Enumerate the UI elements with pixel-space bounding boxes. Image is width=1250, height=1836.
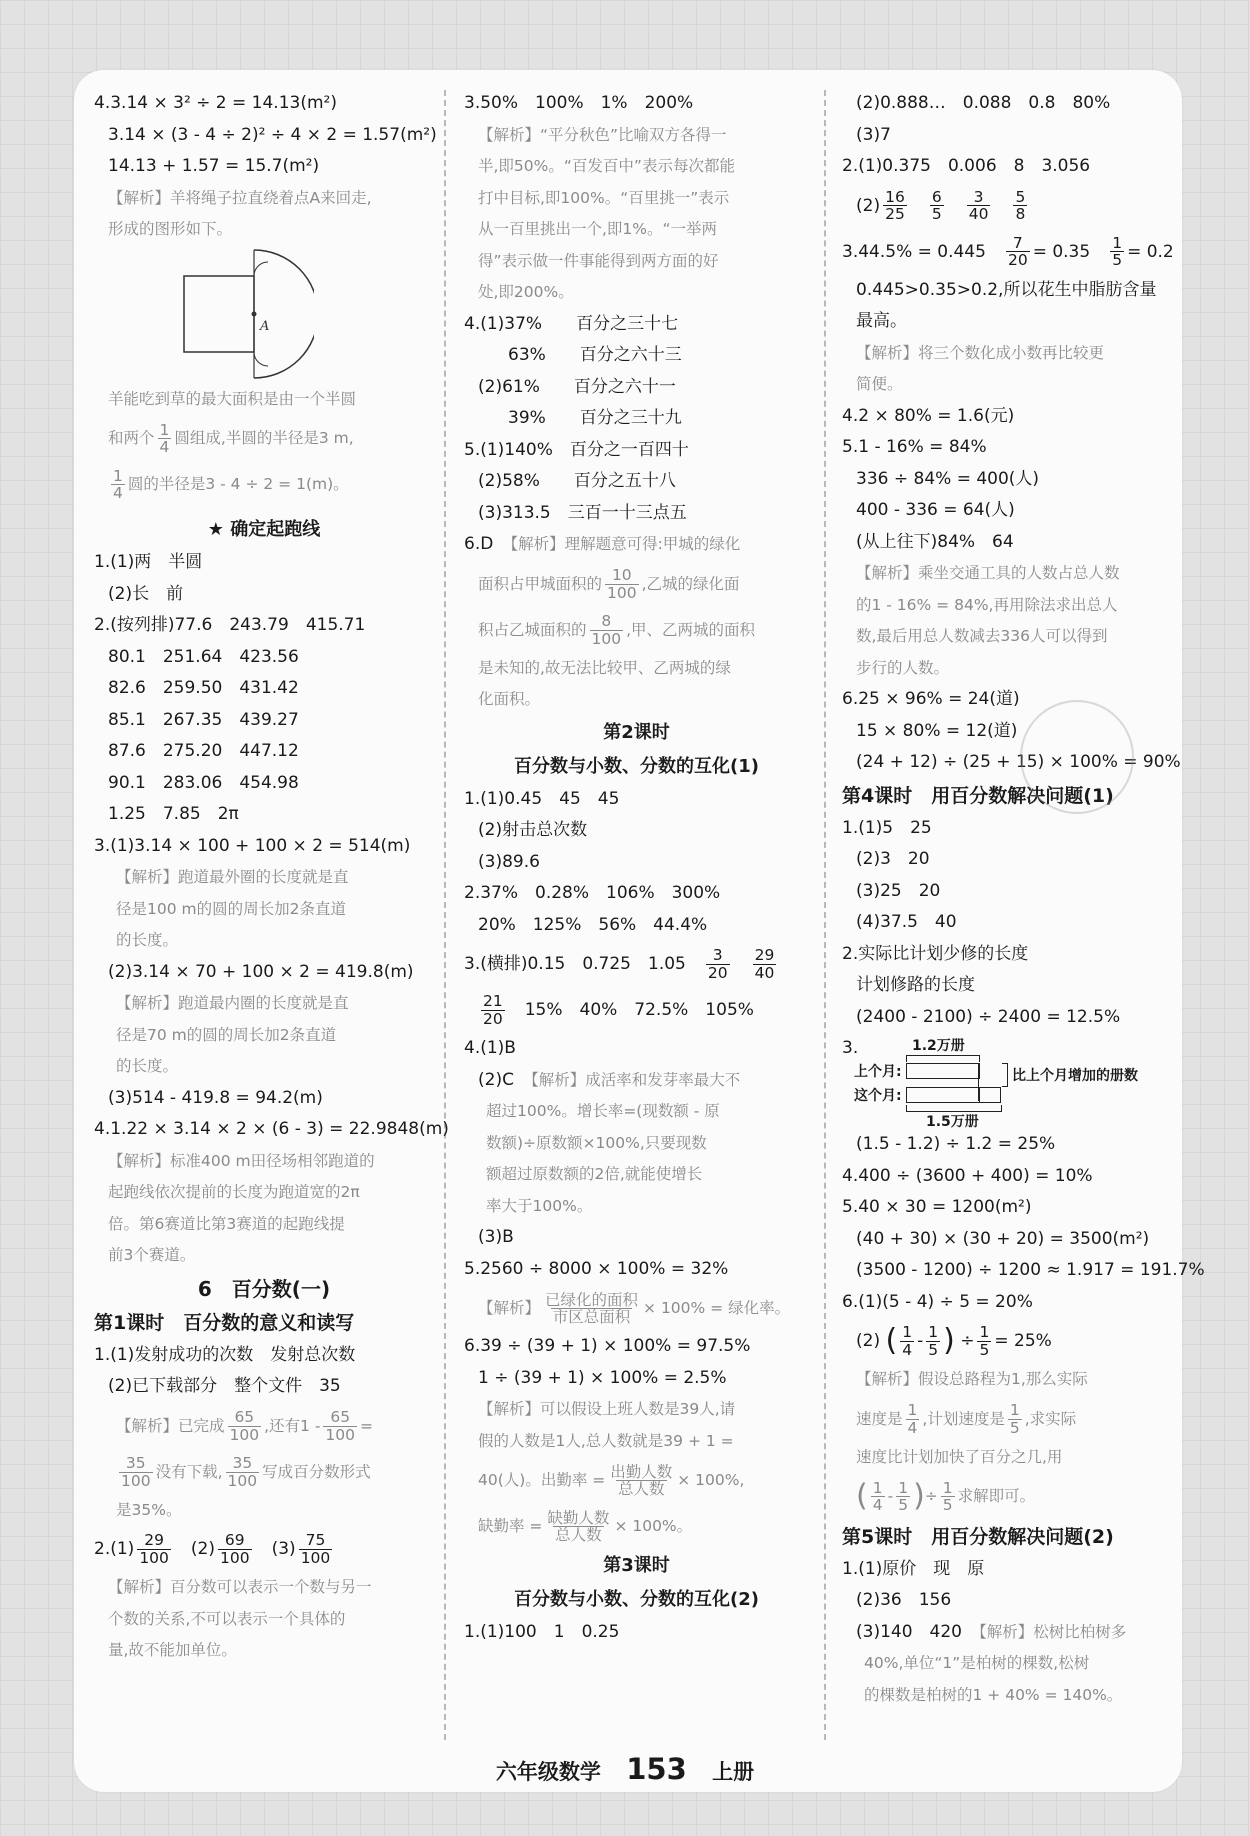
answer-line: 0.445>0.35>0.2,所以花生中脂肪含量 <box>856 279 1157 300</box>
explanation-line: 个数的关系,不可以表示一个具体的 <box>108 1609 346 1628</box>
explanation-line: 假的人数是1人,总人数就是39 + 1 = <box>478 1431 734 1450</box>
answer-line: (2)射击总次数 <box>478 820 588 840</box>
answer-line: (2)0.888… 0.088 0.8 80% <box>856 93 1111 113</box>
answer-line: 90.1 283.06 454.98 <box>108 772 299 793</box>
lesson-title: 第5课时 用百分数解决问题(2) <box>842 1525 1114 1548</box>
explanation-line: 【解析】 已绿化的面积 市区总面积 × 100% = 绿化率。 <box>478 1290 791 1326</box>
stamp-logo <box>1020 700 1134 814</box>
answer-line: 4.1.22 × 3.14 × 2 × (6 - 3) = 22.9848(m) <box>94 1119 449 1139</box>
lesson-subtitle: 百分数与小数、分数的互化(1) <box>514 755 759 777</box>
explanation-line: 倍。第6赛道比第3赛道的起跑线提 <box>108 1214 345 1233</box>
increase-label: 比上个月增加的册数 <box>1012 1068 1138 1084</box>
answer-line: 3.(1)3.14 × 100 + 100 × 2 = 514(m) <box>94 835 411 856</box>
explanation-line: $\frac{35}{100}$ 没有下载, $\frac{35}{100}$ 写成百分数形式 <box>121 1454 371 1490</box>
explanation-line: 径是70 m的圆的周长加2条直道 <box>116 1025 337 1044</box>
answer-line: 5.(1)140% 百分之一百四十 <box>464 439 689 460</box>
answer-line: 2.(1) $\frac{29}{100}$ (2) $\frac{69}{100}$ (3) $\frac{75}{100}$ <box>94 1531 331 1567</box>
answer-line: 4.(1)37% 百分之三十七 <box>464 313 679 334</box>
last-month-bar <box>906 1063 980 1079</box>
explanation-line: 半,即50%。“百发百中”表示每次都能 <box>478 157 735 175</box>
answer-line: 4.(1)B <box>464 1038 516 1058</box>
explanation-line: 面积占甲城面积的 $\frac{10}{100}$ ,乙城的绿化面 <box>478 566 740 602</box>
explanation-line: 的棵数是柏树的1 + 40% = 140%。 <box>864 1685 1123 1704</box>
lesson-title: 第4课时 用百分数解决问题(1) <box>842 784 1114 807</box>
lesson-subtitle: 百分数与小数、分数的互化(2) <box>514 1589 759 1610</box>
explanation-line: 率大于100%。 <box>486 1196 593 1215</box>
answer-line: 15 × 80% = 12(道) <box>856 720 1018 741</box>
answer-line: (2)已下载部分 整个文件 35 <box>108 1376 341 1396</box>
footer-grade-label: 六年级数学 <box>495 1760 601 1784</box>
answer-line: 2.实际比计划少修的长度 <box>842 943 1029 964</box>
answer-line: 82.6 259.50 431.42 <box>108 678 299 698</box>
answer-line: 6.25 × 96% = 24(道) <box>842 689 1020 709</box>
explanation-line: 起跑线依次提前的长度为跑道宽的2π <box>108 1183 360 1201</box>
explanation-line: 【解析】百分数可以表示一个数与另一 <box>108 1578 372 1596</box>
explanation-line: 额超过原数额的2倍,就能使增长 <box>486 1165 703 1183</box>
answer-line: 6.39 ÷ (39 + 1) × 100% = 97.5% <box>464 1336 751 1356</box>
answer-line: 3.14 × (3 - 4 ÷ 2)² ÷ 4 × 2 = 1.57(m²) <box>108 124 437 145</box>
explanation-line: 和两个 $\frac{1}{4}$ 圆组成,半圆的半径是3 m, <box>108 420 354 456</box>
explanation-line: 【解析】假设总路程为1,那么实际 <box>856 1370 1088 1388</box>
answer-line: 2.(1)0.375 0.006 8 3.056 <box>842 156 1091 176</box>
answer-line: (2)C 【解析】成活率和发芽率最大不 <box>478 1069 741 1090</box>
answer-line: (2) $\frac{16}{25}$ $\frac{6}{5}$ $\frac{3}{40}$ $\frac{5}{8}$ <box>856 187 1026 223</box>
answer-line: (1.5 - 1.2) ÷ 1.2 = 25% <box>856 1134 1056 1154</box>
answer-line: 6.(1)(5 - 4) ÷ 5 = 20% <box>842 1291 1033 1312</box>
column-3 <box>842 88 1205 1711</box>
explanation-line: 量,故不能加单位。 <box>108 1641 237 1659</box>
explanation-line: 超过100%。增长率=(现数额 - 原 <box>486 1102 720 1120</box>
answer-line: (2400 - 2100) ÷ 2400 = 12.5% <box>856 1006 1121 1027</box>
answer-line: 85.1 267.35 439.27 <box>108 709 299 730</box>
answer-line: (2)长 前 <box>108 583 184 604</box>
explanation-line: 是35%。 <box>116 1500 182 1519</box>
this-month-bar-base <box>906 1087 980 1103</box>
explanation-line: 【解析】可以假设上班人数是39人,请 <box>478 1400 736 1418</box>
explanation-line: 得”表示做一件事能得到两方面的好 <box>478 251 719 270</box>
explanation-line: 的长度。 <box>116 1057 179 1075</box>
answer-line: 2.(按列排)77.6 243.79 415.71 <box>94 615 366 635</box>
right-brace <box>1002 1063 1008 1087</box>
explanation-line: 从一百里挑出一个,即1%。“一举两 <box>478 220 718 238</box>
explanation-line: 【解析】跑道最内圈的长度就是直 <box>116 994 349 1012</box>
explanation-line: 【解析】将三个数化成小数再比较更 <box>856 343 1105 362</box>
rectangle-semicircle-diagram <box>134 246 314 382</box>
bar-model-diagram <box>842 1033 1172 1129</box>
answer-line: 14.13 + 1.57 = 15.7(m²) <box>108 156 320 176</box>
answer-line: (2) ( $\frac{1}{4}$ - $\frac{1}{5}$ ) ÷ $\frac{1}{5}$ = 25% <box>856 1323 1052 1359</box>
answer-line: (2)61% 百分之六十一 <box>478 376 676 397</box>
section-title: ★ 确定起跑线 <box>207 519 321 540</box>
answer-line: 5.1 - 16% = 84% <box>842 437 987 457</box>
answer-line: 1.(1)原价 现 原 <box>842 1558 985 1579</box>
lesson-title: 第1课时 百分数的意义和读写 <box>94 1311 355 1334</box>
answer-line: 1.(1)5 25 <box>842 817 932 838</box>
explanation-line: 【解析】跑道最外圈的长度就是直 <box>116 868 349 886</box>
answer-line: 2.37% 0.28% 106% 300% <box>464 883 721 903</box>
star-icon: ★ <box>207 519 224 540</box>
answer-line: (从上往下)84% 64 <box>856 531 1014 552</box>
explanation-line: 【解析】“平分秋色”比喻双方各得一 <box>478 125 727 144</box>
answer-line: 1.(1)两 半圆 <box>94 552 203 572</box>
column-2 <box>464 88 809 1649</box>
answer-line: (3)313.5 三百一十三点五 <box>478 502 687 523</box>
answer-line: 1.(1)0.45 45 45 <box>464 788 620 809</box>
answer-line: (4)37.5 40 <box>856 912 957 932</box>
explanation-line: 【解析】标准400 m田径场相邻跑道的 <box>108 1151 375 1170</box>
explanation-line: 的1 - 16% = 84%,再用除法求出总人 <box>856 595 1118 614</box>
explanation-line: 【解析】乘坐交通工具的人数占总人数 <box>856 564 1120 582</box>
lesson-title: 第3课时 <box>603 1555 670 1576</box>
answer-line: 5.2560 ÷ 8000 × 100% = 32% <box>464 1258 729 1279</box>
answer-line: (24 + 12) ÷ (25 + 15) × 100% = 90% <box>856 752 1181 772</box>
answer-line: (3)7 <box>856 124 891 145</box>
answer-line: 20% 125% 56% 44.4% <box>478 914 708 935</box>
explanation-line: 是未知的,故无法比较甲、乙两城的绿 <box>478 658 731 677</box>
answer-line: (3)514 - 419.8 = 94.2(m) <box>108 1087 323 1108</box>
answer-line: 1.25 7.85 2π <box>108 804 239 824</box>
page-footer <box>0 1752 1250 1786</box>
answer-line: $\frac{21}{20}$ 15% 40% 72.5% 105% <box>483 992 754 1028</box>
explanation-line: 【解析】已完成 $\frac{65}{100}$ ,还有1 - $\frac{65}{100}$ = <box>116 1408 374 1444</box>
answer-line: 39% 百分之三十九 <box>508 408 682 428</box>
answer-line: 6.D 【解析】理解题意可得:甲城的绿化 <box>464 534 741 554</box>
answer-line: 3.(横排)0.15 0.725 1.05 $\frac{3}{20}$ $\frac{29}{40}$ <box>464 946 775 982</box>
top-brace <box>906 1055 980 1062</box>
explanation-line: ( $\frac{1}{4}$ - $\frac{1}{5}$ )÷ $\frac{1}{5}$ 求解即可。 <box>856 1478 1036 1514</box>
explanation-line: 打中目标,即100%。“百里挑一”表示 <box>478 188 730 207</box>
answer-line: 63% 百分之六十三 <box>508 345 682 365</box>
explanation-line: 速度是 $\frac{1}{4}$ ,计划速度是 $\frac{1}{5}$ ,求实际 <box>856 1401 1077 1437</box>
last-month-label: 上个月: <box>854 1064 902 1080</box>
explanation-line: 简便。 <box>856 375 903 393</box>
column-1 <box>94 88 449 1667</box>
answer-line: 5.40 × 30 = 1200(m²) <box>842 1197 1032 1217</box>
answer-line: 计划修路的长度 <box>856 975 975 995</box>
answer-line: (3)140 420 【解析】松树比柏树多 <box>856 1621 1127 1642</box>
answer-line: 4.400 ÷ (3600 + 400) = 10% <box>842 1165 1093 1186</box>
answer-line: (3)25 20 <box>856 880 941 901</box>
explanation-line: 数额)÷原数额×100%,只要现数 <box>486 1133 707 1152</box>
answer-line: (40 + 30) × (30 + 20) = 3500(m²) <box>856 1228 1150 1249</box>
column-divider <box>824 90 826 1740</box>
answer-line: 80.1 251.64 423.56 <box>108 646 299 667</box>
this-month-bar-extra <box>978 1087 1001 1103</box>
answer-line: (2)3 20 <box>856 849 930 869</box>
explanation-line: 的长度。 <box>116 931 179 949</box>
explanation-line: 数,最后用总人数减去336人可以得到 <box>856 627 1108 645</box>
this-month-label: 这个月: <box>854 1088 902 1104</box>
answer-line: 87.6 275.20 447.12 <box>108 741 299 761</box>
explanation-line: 羊能吃到草的最大面积是由一个半圆 <box>108 389 357 408</box>
page-number: 153 <box>626 1752 687 1786</box>
answer-line: (2)3.14 × 70 + 100 × 2 = 419.8(m) <box>108 961 414 982</box>
answer-line: 1.(1)100 1 0.25 <box>464 1622 620 1642</box>
explanation-line: 40(人)。出勤率 = 出勤人数 总人数 × 100%, <box>478 1462 745 1498</box>
column-divider <box>444 90 446 1740</box>
explanation-line: 处,即200%。 <box>478 283 574 301</box>
explanation-line: 【解析】羊将绳子拉直绕着点A来回走, <box>108 188 372 207</box>
explanation-line: $\frac{1}{4}$ 圆的半径是3 - 4 ÷ 2 = 1(m)。 <box>113 466 349 502</box>
point-a-label: A <box>260 318 270 334</box>
explanation-line: 缺勤率 = 缺勤人数 总人数 × 100%。 <box>478 1508 693 1544</box>
explanation-line: 前3个赛道。 <box>108 1246 196 1264</box>
answer-line: 3.44.5% = 0.445 $\frac{7}{20}$ = 0.35 $\frac{1}{5}$ = 0.2 <box>842 233 1174 269</box>
explanation-line: 径是100 m的圆的周长加2条直道 <box>116 899 346 918</box>
footer-volume-label: 上册 <box>712 1760 755 1784</box>
bottom-brace-label: 1.5万册 <box>926 1114 979 1130</box>
answer-line: (3)B <box>478 1227 514 1247</box>
answer-line: (2)58% 百分之五十八 <box>478 471 676 491</box>
answer-line: 最高。 <box>856 311 907 331</box>
answer-line: (2)36 156 <box>856 1590 952 1610</box>
answer-line: 1 ÷ (39 + 1) × 100% = 2.5% <box>478 1367 727 1388</box>
answer-line: 336 ÷ 84% = 400(人) <box>856 468 1040 489</box>
unit-title: 6 百分数(一) <box>197 1276 331 1301</box>
explanation-line: 速度比计划加快了百分之几,用 <box>856 1447 1063 1466</box>
answer-line: 1.(1)发射成功的次数 发射总次数 <box>94 1344 356 1365</box>
explanation-line: 积占乙城面积的 $\frac{8}{100}$ ,甲、乙两城的面积 <box>478 612 756 648</box>
explanation-line: 化面积。 <box>478 690 541 708</box>
answer-sheet <box>74 70 1205 1792</box>
answer-line: 400 - 336 = 64(人) <box>856 500 1015 520</box>
explanation-line: 形成的图形如下。 <box>108 220 233 238</box>
lesson-title: 第2课时 <box>603 721 670 743</box>
explanation-line: 步行的人数。 <box>856 658 950 677</box>
answer-line: 4.2 × 80% = 1.6(元) <box>842 405 1015 426</box>
answer-line: 4.3.14 × 3² ÷ 2 = 14.13(m²) <box>94 93 337 113</box>
question-number: 3. <box>842 1038 859 1058</box>
goat-grazing-figure <box>134 246 434 384</box>
top-brace-label: 1.2万册 <box>912 1038 965 1054</box>
answer-line: (3)89.6 <box>478 851 540 872</box>
answer-line: (3500 - 1200) ÷ 1200 ≈ 1.917 = 191.7% <box>856 1260 1205 1280</box>
explanation-line: 40%,单位“1”是柏树的棵数,松树 <box>864 1654 1090 1672</box>
answer-line: 3.50% 100% 1% 200% <box>464 93 694 113</box>
